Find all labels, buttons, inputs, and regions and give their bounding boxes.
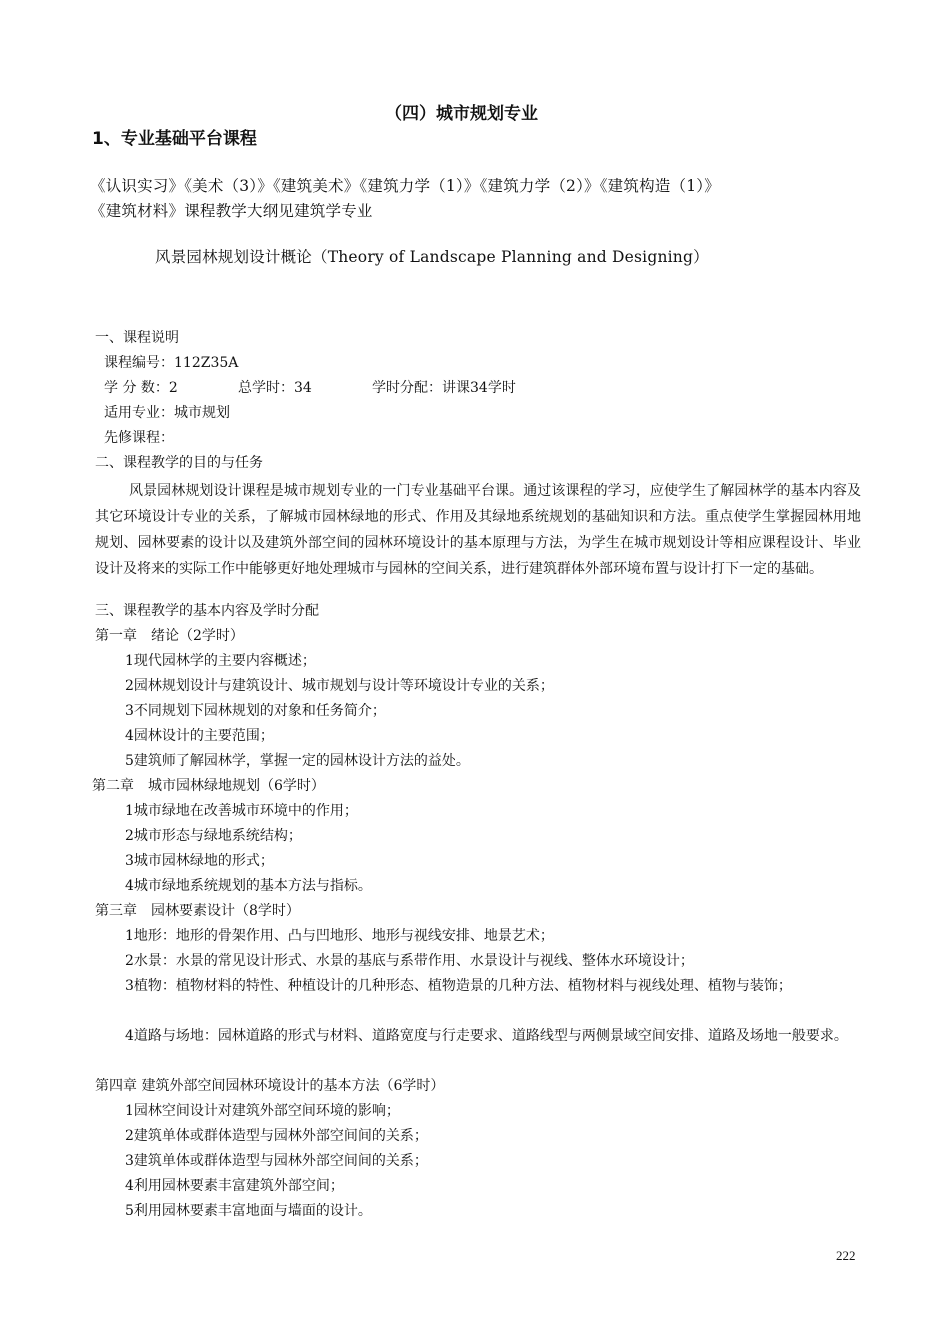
chapter-2-item: 1城市绿地在改善城市环境中的作用；: [125, 803, 358, 819]
chapter-1-item: 5建筑师了解园林学，掌握一定的园林设计方法的益处。: [125, 753, 470, 769]
chapter-2-item: 2城市形态与绿地系统结构；: [125, 828, 302, 844]
chapter-2-item: 4城市绿地系统规划的基本方法与指标。: [125, 878, 372, 894]
chapter-3-item: 1地形：地形的骨架作用、凸与凹地形、地形与视线安排、地景艺术；: [125, 928, 554, 944]
chapter-4-item: 1园林空间设计对建筑外部空间环境的影响；: [125, 1103, 400, 1119]
course-title: 风景园林规划设计概论（Theory of Landscape Planning and Designing）: [155, 248, 709, 266]
content-heading: 三、课程教学的基本内容及学时分配: [95, 603, 319, 619]
chapter-4-item: 2建筑单体或群体造型与园林外部空间间的关系；: [125, 1128, 428, 1144]
chapter-3-title: 第三章 园林要素设计（8学时）: [95, 903, 300, 919]
chapter-1-title: 第一章 绪论（2学时）: [95, 628, 244, 644]
chapter-1-item: 2园林规划设计与建筑设计、城市规划与设计等环境设计专业的关系；: [125, 678, 554, 694]
chapter-2-title: 第二章 城市园林绿地规划（6学时）: [92, 778, 325, 794]
total-hours: 总学时：34: [238, 380, 312, 396]
chapter-1-item: 3不同规划下园林规划的对象和任务简介；: [125, 703, 386, 719]
chapter-4-title: 第四章 建筑外部空间园林环境设计的基本方法（6学时）: [95, 1078, 445, 1094]
chapter-3-item: 3植物：植物材料的特性、种植设计的几种形态、植物造景的几种方法、植物材料与视线处理、植物与装饰；: [125, 978, 792, 994]
page-number: 222: [836, 1248, 856, 1263]
prerequisites: 先修课程：: [104, 430, 174, 446]
info-heading: 一、课程说明: [95, 330, 179, 346]
chapter-3-item: 4道路与场地：园林道路的形式与材料、道路宽度与行走要求、道路线型与两侧景域空间安排、道路及场地一般要求。: [125, 1028, 848, 1044]
purpose-heading: 二、课程教学的目的与任务: [95, 455, 263, 471]
chapter-3-item: 2水景：水景的常见设计形式、水景的基底与系带作用、水景设计与视线、整体水环境设计；: [125, 953, 694, 969]
chapter-4-item: 3建筑单体或群体造型与园林外部空间间的关系；: [125, 1153, 428, 1169]
chapter-1-item: 1现代园林学的主要内容概述；: [125, 653, 316, 669]
hour-allocation: 学时分配：讲课34学时: [372, 380, 516, 396]
course-list-line-2: 《建筑材料》课程教学大纲见建筑学专业: [90, 202, 373, 220]
main-heading: 1、专业基础平台课程: [92, 129, 257, 149]
section-title: （四）城市规划专业: [385, 104, 538, 124]
chapter-4-item: 4利用园林要素丰富建筑外部空间；: [125, 1178, 344, 1194]
purpose-paragraph: 风景园林规划设计课程是城市规划专业的一门专业基础平台课。通过该课程的学习，应使学生了解园林学的基本内容及其它环境设计专业的关系，了解城市园林绿地的形式、作用及其绿地系统规划的基础知识和方法。重点使学生掌握园林用地规划、园林要素的设计以及建筑外部空间的园林环境设计的基本原理与方法，为学生在城市规划设计等相应课程设计、毕业设计及将来的实际工作中能够更好地处理城市与园林的空间关系，进行建筑群体外部环境布置与设计打下一定的基础。: [95, 483, 861, 577]
chapter-2-item: 3城市园林绿地的形式；: [125, 853, 274, 869]
applicable-major: 适用专业：城市规划: [104, 405, 230, 421]
credits: 学 分 数：2: [104, 380, 178, 396]
chapter-1-item: 4园林设计的主要范围；: [125, 728, 274, 744]
course-list-line-1: 《认识实习》《美术（3）》《建筑美术》《建筑力学（1）》《建筑力学（2）》《建筑构造（1）》: [90, 177, 720, 195]
chapter-4-item: 5利用园林要素丰富地面与墙面的设计。: [125, 1203, 372, 1219]
course-code: 课程编号：112Z35A: [104, 355, 239, 371]
